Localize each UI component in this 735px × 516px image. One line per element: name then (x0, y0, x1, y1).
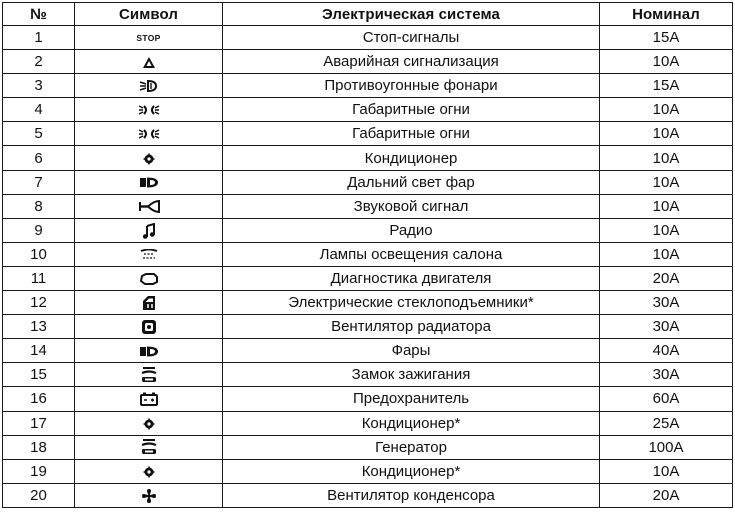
table-row (3, 387, 733, 411)
row-number: 1 (3, 26, 75, 50)
condenser-fan-icon (141, 488, 157, 504)
row-system: Габаритные огни (223, 122, 600, 146)
row-rating: 20A (600, 266, 733, 290)
battery-icon (140, 392, 158, 406)
row-system: Кондиционер* (223, 411, 600, 435)
row-symbol (75, 266, 223, 290)
row-symbol (75, 459, 223, 483)
table-row (3, 218, 733, 242)
row-rating: 10A (600, 98, 733, 122)
row-number: 20 (3, 483, 75, 507)
table-row (3, 26, 733, 50)
row-number: 18 (3, 435, 75, 459)
table-row (3, 291, 733, 315)
row-number: 2 (3, 50, 75, 74)
row-system: Аварийная сигнализация (223, 50, 600, 74)
header-system: Электрическая система (223, 3, 600, 26)
header-number: № (3, 3, 75, 26)
row-symbol (75, 315, 223, 339)
row-number: 17 (3, 411, 75, 435)
radiator-fan-icon (141, 319, 157, 335)
row-rating: 30A (600, 363, 733, 387)
fog-light-icon (139, 79, 159, 93)
row-number: 14 (3, 339, 75, 363)
row-number: 6 (3, 146, 75, 170)
header-row (3, 3, 733, 26)
horn-icon (138, 200, 160, 213)
row-number: 8 (3, 194, 75, 218)
row-system: Генератор (223, 435, 600, 459)
row-system: Вентилятор конденсора (223, 483, 600, 507)
fuse-table (2, 2, 733, 508)
table-row (3, 122, 733, 146)
interior-lamp-icon (140, 249, 158, 260)
row-rating: 20A (600, 483, 733, 507)
table-row (3, 266, 733, 290)
row-system: Дальний свет фар (223, 170, 600, 194)
ac-fan-icon (143, 466, 155, 478)
row-symbol (75, 74, 223, 98)
row-system: Электрическиe стеклоподъемники* (223, 291, 600, 315)
row-number: 9 (3, 218, 75, 242)
row-rating: 40A (600, 339, 733, 363)
music-note-icon (142, 223, 156, 239)
row-number: 11 (3, 266, 75, 290)
row-rating: 10A (600, 170, 733, 194)
table-row (3, 315, 733, 339)
row-rating: 25A (600, 411, 733, 435)
table-row (3, 339, 733, 363)
row-symbol (75, 387, 223, 411)
row-rating: 15A (600, 74, 733, 98)
table-row (3, 459, 733, 483)
row-number: 15 (3, 363, 75, 387)
row-symbol (75, 411, 223, 435)
power-window-icon (141, 295, 157, 311)
row-symbol (75, 170, 223, 194)
row-system: Предохранитель (223, 387, 600, 411)
row-system: Фары (223, 339, 600, 363)
hazard-triangle-icon (142, 56, 156, 69)
parking-lights-icon (138, 128, 160, 140)
table-row (3, 435, 733, 459)
row-system: Противоугонные фонари (223, 74, 600, 98)
engine-check-icon (139, 272, 159, 286)
row-symbol (75, 122, 223, 146)
ac-fan-icon (143, 418, 155, 430)
ac-fan-icon (143, 153, 155, 165)
row-rating: 30A (600, 291, 733, 315)
row-symbol (75, 435, 223, 459)
row-symbol (75, 483, 223, 507)
table-row (3, 50, 733, 74)
ignition-icon (141, 366, 157, 384)
row-rating: 30A (600, 315, 733, 339)
row-number: 10 (3, 242, 75, 266)
row-system: Лампы освещения салона (223, 242, 600, 266)
header-symbol: Символ (75, 3, 223, 26)
row-number: 4 (3, 98, 75, 122)
table-row (3, 411, 733, 435)
row-number: 7 (3, 170, 75, 194)
table-row (3, 98, 733, 122)
row-symbol (75, 146, 223, 170)
row-number: 5 (3, 122, 75, 146)
row-number: 12 (3, 291, 75, 315)
table-row (3, 146, 733, 170)
row-symbol (75, 339, 223, 363)
row-rating: 100A (600, 435, 733, 459)
row-rating: 60A (600, 387, 733, 411)
row-number: 3 (3, 74, 75, 98)
row-symbol (75, 50, 223, 74)
row-rating: 15A (600, 26, 733, 50)
headlight-icon (139, 345, 159, 358)
table-row (3, 363, 733, 387)
row-system: Замок зажигания (223, 363, 600, 387)
table-row (3, 242, 733, 266)
row-symbol (75, 242, 223, 266)
row-system: Кондиционер (223, 146, 600, 170)
row-rating: 10A (600, 146, 733, 170)
row-symbol (75, 291, 223, 315)
row-number: 13 (3, 315, 75, 339)
row-system: Кондиционер* (223, 459, 600, 483)
table-row (3, 74, 733, 98)
row-rating: 10A (600, 122, 733, 146)
table-row (3, 483, 733, 507)
table-row (3, 194, 733, 218)
row-system: Диагностика двигателя (223, 266, 600, 290)
row-system: Радио (223, 218, 600, 242)
row-symbol (75, 26, 223, 50)
row-rating: 10A (600, 218, 733, 242)
parking-lights-icon (138, 104, 160, 116)
high-beam-icon (139, 176, 159, 189)
row-symbol (75, 218, 223, 242)
ignition-icon (141, 438, 157, 456)
row-number: 16 (3, 387, 75, 411)
row-rating: 10A (600, 50, 733, 74)
row-system: Габаритные огни (223, 98, 600, 122)
table-row (3, 170, 733, 194)
row-system: Стоп-сигналы (223, 26, 600, 50)
row-rating: 10A (600, 194, 733, 218)
row-symbol (75, 98, 223, 122)
header-rating: Номинал (600, 3, 733, 26)
row-symbol (75, 194, 223, 218)
row-rating: 10A (600, 242, 733, 266)
stop-text-icon: STOP (136, 32, 161, 43)
row-system: Звуковой сигнал (223, 194, 600, 218)
row-rating: 10A (600, 459, 733, 483)
row-symbol (75, 363, 223, 387)
row-system: Вентилятор радиатора (223, 315, 600, 339)
row-number: 19 (3, 459, 75, 483)
